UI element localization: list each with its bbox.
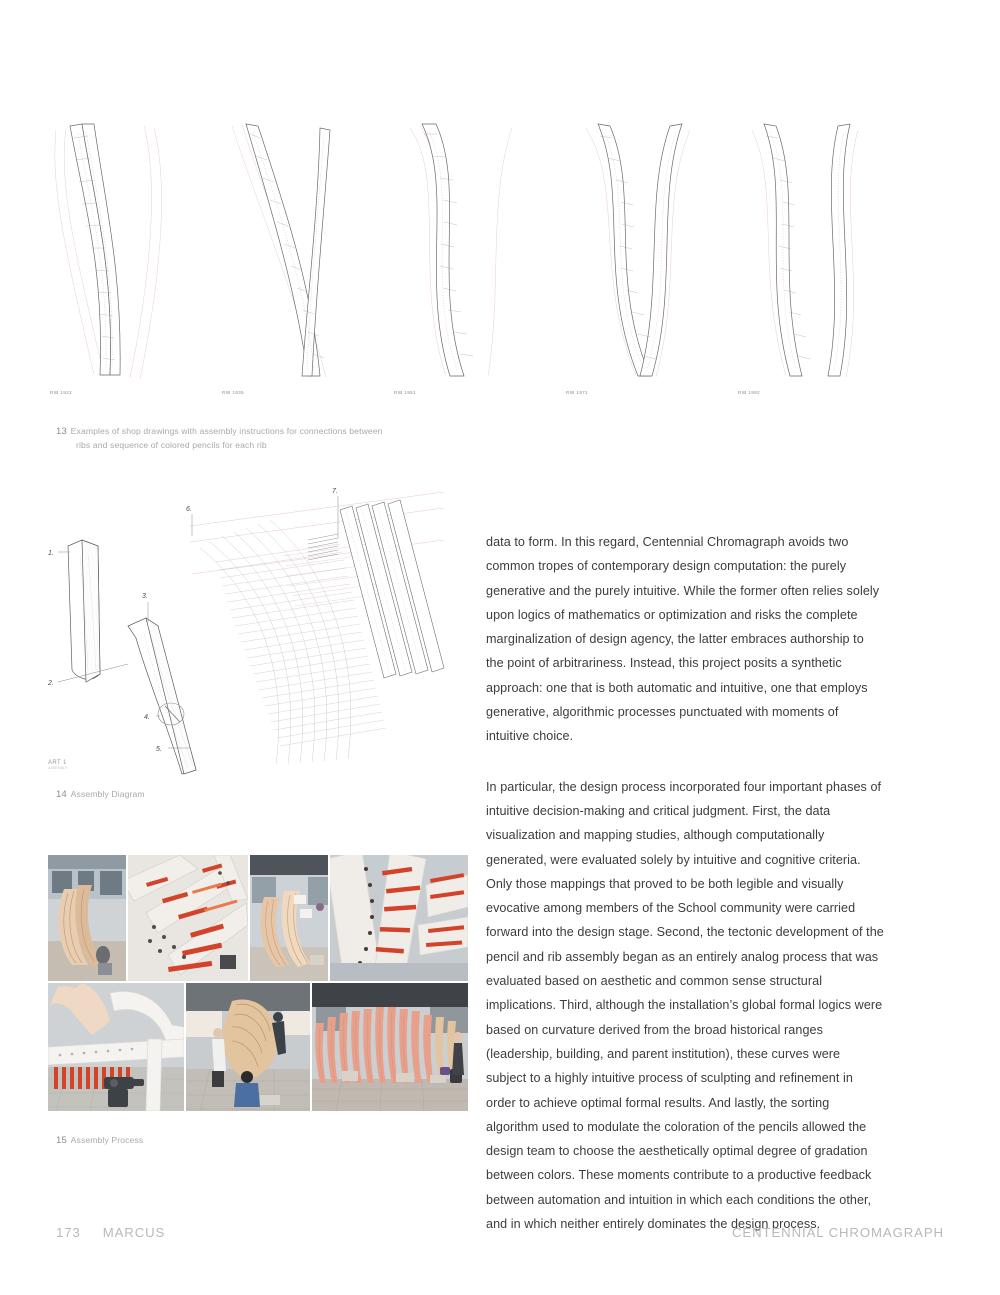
callout-3: 3. (142, 593, 148, 600)
project-title: CENTENNIAL CHROMAGRAPH (731, 1224, 944, 1240)
callout-7: 7. (332, 488, 338, 495)
figure-15-number: 15 (56, 1135, 67, 1146)
body-paragraph-2: In particular, the design process incorporated four important phases of intuitive decision-making and critical judgment. First, the data visualization and mapping studies, although computationally generated, were evaluated solely by intuitive and cognitive criteria. Only those mappings that proved to be both legible and visually evocative among members of the School community were carried forward into the design stage. Second, the tectonic development of the pencil and rib assembly began as an entirely analog process that was evaluated based on aesthetic and common sense structural implications. Third, although the installation’s global formal logics were based on curvature derived from the broad historical ranges (leadership, building, and parent institution), these curves were subject to a highly intuitive process of sculpting and refinement in order to achieve optimal formal results. And lastly, the sorting algorithm used to modulate the coloration of the pencils allowed the design team to choose the aesthetically optimal degree of gradation between colors. These moments contribute to a productive feedback between automation and intuition in which each conditions the other, and in which neither entirely dominates the design process. (486, 779, 884, 1232)
photo-assembly-5 (48, 983, 184, 1111)
figure-13-rib-drawings (48, 120, 908, 395)
figure-15-caption-text: Assembly Process (70, 1135, 144, 1145)
figure-13-caption-line1: Examples of shop drawings with assembly instructions for connections between (70, 426, 383, 436)
page-footer (56, 1222, 944, 1242)
rib-drawing-5 (736, 120, 886, 395)
figure-13-caption (56, 425, 476, 451)
drawing-sheet-tag: ART 1 ASSEMBLY (48, 760, 68, 770)
figure-14-number: 14 (56, 789, 67, 800)
page-number: 173 (56, 1224, 81, 1240)
rib-label: RIB 1922 (50, 390, 72, 395)
photo-assembly-6 (186, 983, 310, 1111)
rib-drawing-1 (48, 120, 198, 395)
rib-label: RIB 1971 (566, 390, 588, 395)
figure-13-number: 13 (56, 426, 67, 437)
rib-label: RIB 1992 (738, 390, 760, 395)
figure-15-photo-grid (48, 855, 468, 1115)
rib-label: RIB 1935 (222, 390, 244, 395)
photo-assembly-1 (48, 855, 126, 981)
callout-4: 4. (144, 714, 150, 721)
rib-label: RIB 1951 (394, 390, 416, 395)
rib-drawing-2 (220, 120, 370, 395)
photo-assembly-2 (128, 855, 248, 981)
figure-14-caption (56, 788, 356, 802)
callout-2: 2. (48, 680, 54, 687)
footer-left (56, 1225, 165, 1240)
figure-13-caption-line2: ribs and sequence of colored pencils for each rib (76, 439, 267, 450)
photo-assembly-7 (312, 983, 468, 1111)
photo-assembly-3 (250, 855, 328, 981)
photo-assembly-4 (330, 855, 468, 981)
callout-1: 1. (48, 550, 54, 557)
body-text-column (486, 530, 884, 1236)
author-name: MARCUS (102, 1224, 166, 1240)
callout-5: 5. (156, 746, 162, 753)
rib-drawing-4 (564, 120, 714, 395)
figure-15-caption (56, 1134, 356, 1148)
figure-14-caption-text: Assembly Diagram (70, 789, 145, 799)
body-paragraph-1: data to form. In this regard, Centennial Chromagraph avoids two common tropes of contemporary design computation: the purely generative and the purely intuitive. While the former often relies solely upon logics of mathematics or optimization and risks the complete marginalization of design agency, the latter embraces authorship to the point of arbitrariness. Instead, this project posits a synthetic approach: one that is both automatic and intuitive, one that employs generative, algorithmic processes punctuated with moments of intuitive choice. (486, 535, 880, 744)
callout-6: 6. (186, 506, 192, 513)
figure-14-assembly-diagram (40, 478, 460, 778)
drawing-sheet-subtag: ASSEMBLY (48, 766, 68, 770)
rib-drawing-3 (392, 120, 542, 395)
